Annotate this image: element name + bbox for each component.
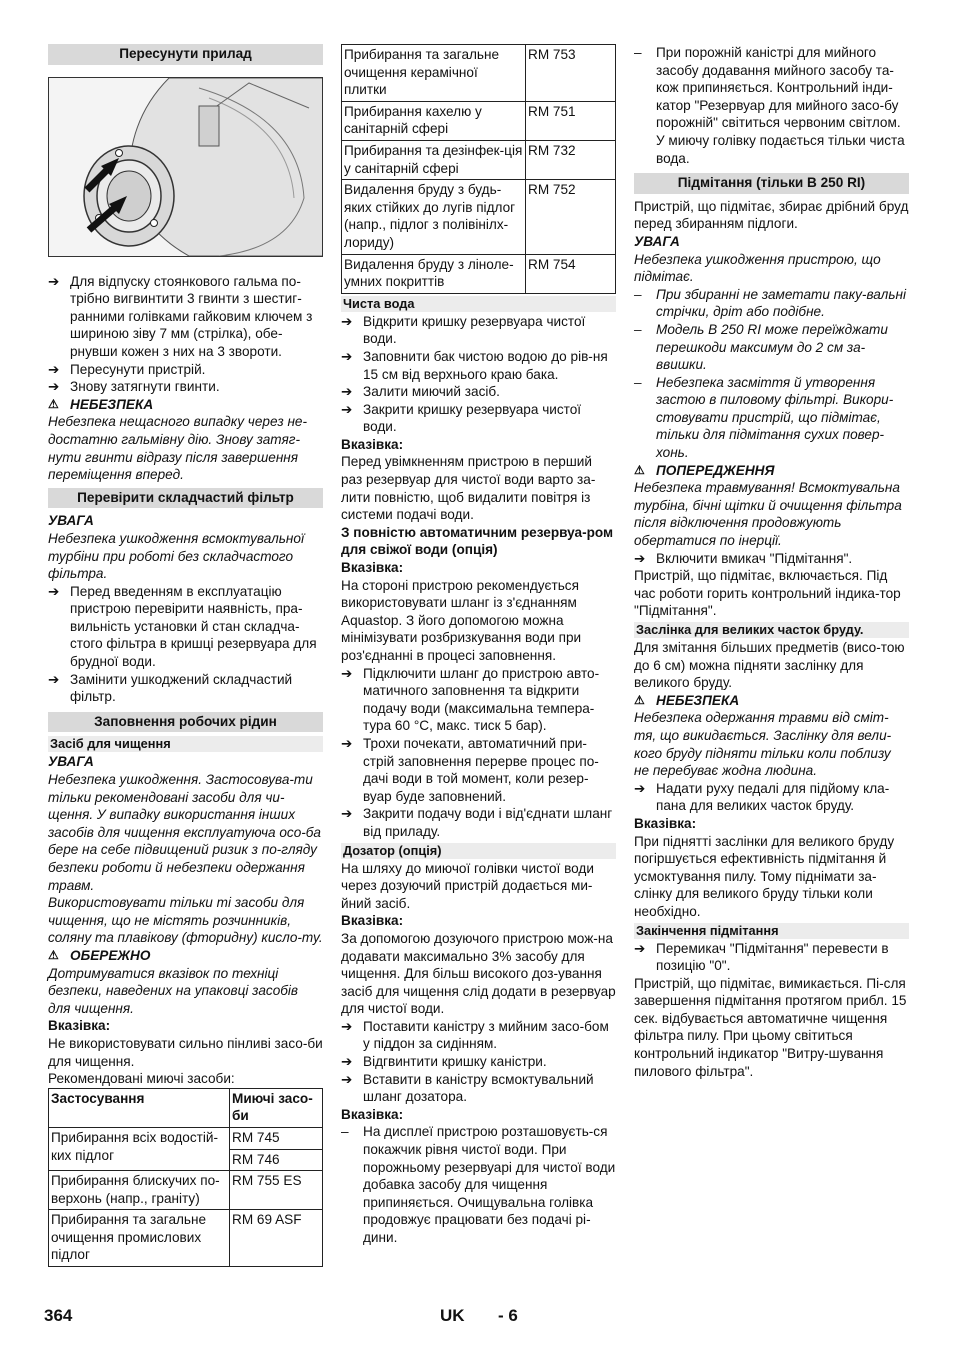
cleaning-agents-table-continued xyxy=(341,44,616,294)
table-row xyxy=(49,1171,323,1210)
step-item: ➔ Надати руху педалі для підйому кла-пана для великих часток бруду. xyxy=(634,780,890,814)
table-cell: RM 754 xyxy=(526,254,616,293)
table-cell: Прибирання та загальне очищення керамічної плитки xyxy=(342,45,526,102)
dash-marker: – xyxy=(634,286,642,302)
paragraph: Для змітання більших предметів (висо-тою до 6 см) можна підняти заслінку для великого бруду. xyxy=(634,640,905,691)
table-cell: RM 751 xyxy=(526,101,616,140)
danger-label: ⚠ НЕБЕЗПЕКА xyxy=(48,396,154,412)
arrow-icon: ➔ xyxy=(48,671,60,687)
arrow-icon: ➔ xyxy=(341,735,353,751)
step-item: ➔ Перемикач "Підмітання" перевести в позицію "0". xyxy=(634,940,889,974)
note-text: На стороні пристрою рекомендується використовувати шланг із з'єднанням Aquastop. З його допомогою можна мінімізувати розбризкування води при роз'єднанні в процесі заповнення. xyxy=(341,577,582,663)
attention-label: УВАГА xyxy=(48,754,94,770)
danger-label: ⚠ НЕБЕЗПЕКА xyxy=(634,692,740,708)
table-cell: RM 745 xyxy=(230,1127,323,1149)
page-number: 364 xyxy=(44,1306,73,1325)
device-illustration xyxy=(48,77,323,257)
step-item: ➔ Поставити каністру з мийним засо-бом у піддон за сидінням. xyxy=(341,1018,609,1052)
recommended-agents-label: Рекомендовані миючі засоби: xyxy=(48,1071,235,1087)
arrow-icon: ➔ xyxy=(634,550,646,566)
step-item: ➔ Знову затягнути гвинти. xyxy=(48,379,220,395)
table-cell: Прибирання блискучих по-верхонь (напр., граніту) xyxy=(49,1171,230,1210)
caution-text: Дотримуватися вказівок по техніці безпеки, наведених на упаковці засобів для чищення. xyxy=(48,965,299,1016)
danger-text: Небезпека нещасного випадку через не-достатню гальмівну дію. Знову затяг-нути гвинти відразу після завершення переміщення вперед. xyxy=(48,414,308,483)
warning-text: Небезпека травмування! Всмоктувальна турбіна, бічні щітки й очищення фільтра після відключення продовжують обертатися по інерції. xyxy=(634,480,902,549)
subsection-heading: Закінчення підмітання xyxy=(634,923,909,939)
table-cell: Видалення бруду з ліноле-умних покриттів xyxy=(342,254,526,293)
arrow-icon: ➔ xyxy=(341,401,353,417)
note-label: Вказівка: xyxy=(341,913,404,929)
step-item: ➔ Пересунути пристрій. xyxy=(48,361,206,377)
step-item: ➔ Заповнити бак чистою водою до рів-ня 15 см від верхнього краю бака. xyxy=(341,348,608,382)
note-text: При піднятті заслінки для великого бруду погіршується ефективність підмітання й усмоктування пилу. Тому піднімати за-слінку для великого бруду тільки коли необхідно. xyxy=(634,833,895,919)
attention-text: Небезпека ушкодження всмоктувальної турбіни при роботі без складчастого фільтра. xyxy=(48,530,304,582)
column-3 xyxy=(634,44,909,1080)
arrow-icon: ➔ xyxy=(341,384,353,400)
note-text: Не використовувати сильно пінливі засо-би для чищення. xyxy=(48,1035,323,1069)
step-item: ➔ Закрити кришку резервуара чистої води. xyxy=(341,401,582,435)
note-label: Вказівка: xyxy=(341,436,404,452)
table-header-cell: Застосування xyxy=(49,1088,230,1127)
table-row xyxy=(342,180,616,254)
section-heading: Пересунути прилад xyxy=(48,44,323,65)
arrow-icon: ➔ xyxy=(341,348,353,364)
subsection-heading: Засіб для чищення xyxy=(48,736,323,752)
subsection-heading: Дозатор (опція) xyxy=(341,843,616,859)
arrow-icon: ➔ xyxy=(634,780,646,796)
table-row xyxy=(342,45,616,102)
table-cell: Прибирання та загальне очищення промислових підлог xyxy=(49,1210,230,1267)
dash-marker: – xyxy=(634,45,642,60)
table-cell: Прибирання кахелю у санітарній сфері xyxy=(342,101,526,140)
step-item: ➔ Для відпуску стоянкового гальма по-трібно вигвинтити 3 гвинти з шестиг-ранними голівками гайковим ключем з шириною зіву 7 мм (стрілка), обе-рнувши кожен з них на 3 звороти. xyxy=(48,273,313,359)
table-row xyxy=(342,101,616,140)
warning-triangle-icon: ⚠ xyxy=(48,396,59,411)
step-item: ➔ Включити вмикач "Підмітання". xyxy=(634,550,853,566)
warning-label: ⚠ ПОПЕРЕДЖЕННЯ xyxy=(634,462,775,478)
dash-item: – При збиранні не заметати паку-вальні стрічки, дріт або подібне. xyxy=(634,286,906,320)
step-item: ➔ Перед введенням в експлуатацію пристрою перевірити наявність, пра-вильність установки й стан складча-стого фільтра в кришці резервуара для брудної води. xyxy=(48,583,317,670)
step-item: ➔ Залити миючий засіб. xyxy=(341,384,500,400)
warning-triangle-icon: ⚠ xyxy=(634,692,645,707)
arrow-icon: ➔ xyxy=(48,583,60,599)
step-item: ➔ Замінити ушкоджений складчастий фільтр. xyxy=(48,671,293,705)
note-text: За допомогою дозуючого пристрою мож-на додавати максимально 3% засобу для чищення. Для більш високого доз-ування засіб для чищення слід додати в резервуар для чистої води. xyxy=(341,930,616,1017)
table-cell: RM 746 xyxy=(230,1149,323,1171)
wheel-hub-drawing xyxy=(49,78,323,256)
attention-label: УВАГА xyxy=(48,513,94,529)
dash-marker: – xyxy=(341,1124,349,1140)
section-heading: Перевірити складчастий фільтр xyxy=(48,488,323,509)
table-header-row xyxy=(49,1088,323,1127)
table-header-cell: Миючі засо-би xyxy=(230,1088,323,1127)
dash-item: – При порожній каністрі для мийного засобу додавання мийного засобу та-кож припиняється. Контрольний інди-катор "Резервуар для мийного засо-бу порожній" світиться червоним світлом. У миючу голівку подається тільки чиста вода. xyxy=(634,45,905,166)
arrow-icon: ➔ xyxy=(341,313,353,329)
step-item: ➔ Трохи почекати, автоматичний при-стрій заповнення перерве процес по-дачі води в той момент, коли резер-вуар буде заповнений. xyxy=(341,735,599,804)
paragraph: На шляху до миючої голівки чистої води через дозуючий пристрій додається ми-йний засіб. xyxy=(341,860,594,911)
table-cell: Прибирання всіх водостій-ких підлог xyxy=(49,1127,230,1170)
arrow-icon: ➔ xyxy=(341,1071,353,1087)
arrow-icon: ➔ xyxy=(341,1018,353,1034)
table-cell: Прибирання та дезінфек-ція у санітарній сфері xyxy=(342,140,526,179)
attention-text: Використовувати тільки ті засоби для чищення, що не містять розчинників, соляну та плавікову (фторидну) кисло-ту. xyxy=(48,895,323,946)
step-item: ➔ Відгвинтити кришку каністри. xyxy=(341,1054,547,1070)
arrow-icon: ➔ xyxy=(341,806,353,822)
arrow-icon: ➔ xyxy=(634,940,646,956)
note-label: Вказівка: xyxy=(634,815,697,831)
paragraph: Пристрій, що підмітає, збирає дрібний бруд перед збиранням підлоги. xyxy=(634,198,909,232)
table-cell: RM 732 xyxy=(526,140,616,179)
table-cell: Видалення бруду з будь-яких стійких до лугів підлог (напр., підлог з полівінілх-лориду) xyxy=(342,180,526,254)
table-row xyxy=(49,1127,323,1149)
column-1 xyxy=(48,44,323,1267)
section-heading: Підмітання (тільки B 250 RI) xyxy=(634,173,909,194)
dash-marker: – xyxy=(634,374,642,390)
attention-text: Небезпека ушкодження пристрою, що підмітає. xyxy=(634,251,881,285)
caution-label: ⚠ ОБЕРЕЖНО xyxy=(48,947,151,963)
paragraph: Пристрій, що підмітає, включається. Під час роботи горить контрольний індика-тор "Підмітання". xyxy=(634,568,901,619)
table-cell: RM 755 ES xyxy=(230,1171,323,1210)
dash-item: – На дисплеї пристрою розташовуєть-ся покажчик рівня чистої води. При порожньому резервуарі для чистої води добавка засобу для чищення припиняється. Очищувальна голівка продовжує працювати без подачі рі-дини. xyxy=(341,1124,616,1245)
table-row xyxy=(49,1210,323,1267)
steps-list xyxy=(48,273,323,396)
step-item: ➔ Вставити в каністру всмоктувальний шланг дозатора. xyxy=(341,1071,594,1105)
table-row xyxy=(342,254,616,293)
section-heading: Заповнення робочих рідин xyxy=(48,712,323,733)
warning-triangle-icon: ⚠ xyxy=(48,947,59,962)
bold-subheading: З повністю автоматичним резервуа-ром для свіжої води (опція) xyxy=(341,524,614,558)
subsection-heading: Заслінка для великих часток бруду. xyxy=(634,622,909,638)
note-label: Вказівка: xyxy=(48,1018,111,1034)
note-text: Перед увімкненням пристрою в перший раз резервуар для чистої води варто за-лити повністю, щоб видалити повітря із системи подачі води. xyxy=(341,454,596,523)
step-item: ➔ Відкрити кришку резервуара чистої води. xyxy=(341,313,586,347)
arrow-icon: ➔ xyxy=(48,361,60,377)
paragraph: Пристрій, що підмітає, вимикається. Пі-сля завершення підмітання протягом прибл. 15 сек. відбувається автоматичне чищення фільтра пилу. При цьому світиться контрольний індикатор "Витру-шування пилового фільтра". xyxy=(634,975,907,1079)
attention-text: Небезпека ушкодження. Застосовува-ти тільки рекомендовані засоби для чи-щення. У випадку використання інших засобів для чищення експлуатуюча осо-ба бере на себе підвищений ризик з по-гляду безпеки роботи й небезпеки одержання травм. xyxy=(48,772,321,893)
dash-marker: – xyxy=(634,321,642,337)
arrow-icon: ➔ xyxy=(48,379,60,395)
dash-item: – Модель B 250 RI може переїжджати перешкоди максимум до 2 см за-ввишки. xyxy=(634,321,888,373)
arrow-icon: ➔ xyxy=(341,665,353,681)
table-cell: RM 753 xyxy=(526,45,616,102)
step-item: ➔ Закрити подачу води і від'єднати шланг від приладу. xyxy=(341,806,613,839)
danger-text: Небезпека одержання травми від сміт-тя, що викидається. Заслінку для вели-кого бруду підняти тільки коли поблизу не перебуває жодна людина. xyxy=(634,710,892,779)
table-row xyxy=(342,140,616,179)
cleaning-agents-table xyxy=(48,1088,323,1267)
column-2 xyxy=(341,44,616,1247)
section-page-number: - 6 xyxy=(498,1306,518,1325)
arrow-icon: ➔ xyxy=(341,1054,353,1070)
note-label: Вказівка: xyxy=(341,560,404,576)
table-cell: RM 69 ASF xyxy=(230,1210,323,1267)
language-code: UK xyxy=(440,1306,465,1325)
attention-label: УВАГА xyxy=(634,233,680,249)
table-cell: RM 752 xyxy=(526,180,616,254)
dash-item: – Небезпека засміття й утворення застою в пиловому фільтрі. Викори-стовувати пристрій, що підмітає, тільки для підмітання сухих повер-хонь. xyxy=(634,374,894,461)
warning-triangle-icon: ⚠ xyxy=(634,462,645,477)
subsection-heading: Чиста вода xyxy=(341,296,616,312)
step-item: ➔ Підключити шланг до пристрою авто-матичного заповнення та відкрити подачу води (максимальна темпера-тура 60 °C, макс. тиск 5 бар). xyxy=(341,665,600,734)
note-label: Вказівка: xyxy=(341,1106,404,1122)
arrow-icon: ➔ xyxy=(48,273,60,289)
